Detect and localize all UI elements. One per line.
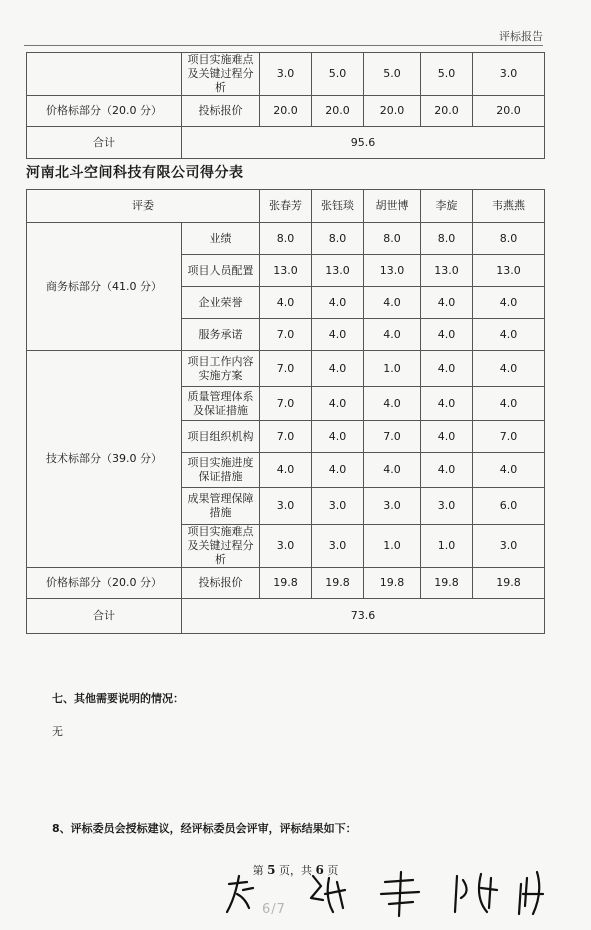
score-cell: 19.8 [312, 568, 364, 599]
item-cell: 服务承诺 [182, 319, 260, 351]
total-value: 95.6 [182, 127, 545, 159]
score-cell: 4.0 [421, 453, 473, 488]
table-row [27, 223, 545, 255]
score-cell: 20.0 [260, 96, 312, 127]
score-cell: 7.0 [260, 421, 312, 453]
judge-name: 张钰琰 [312, 190, 364, 223]
judge-name: 胡世博 [364, 190, 421, 223]
score-cell: 4.0 [260, 453, 312, 488]
score-cell: 3.0 [260, 53, 312, 96]
item-cell: 企业荣誉 [182, 287, 260, 319]
score-cell: 8.0 [260, 223, 312, 255]
score-cell: 20.0 [312, 96, 364, 127]
business-category-cell: 商务标部分（41.0 分） [27, 223, 182, 351]
item-cell: 成果管理保障措施 [182, 488, 260, 525]
score-cell: 1.0 [364, 525, 421, 568]
score-cell: 4.0 [312, 453, 364, 488]
total-label: 合计 [27, 127, 182, 159]
score-cell: 4.0 [421, 287, 473, 319]
score-cell: 7.0 [260, 319, 312, 351]
score-cell: 3.0 [260, 525, 312, 568]
score-cell: 4.0 [421, 387, 473, 421]
judge-name: 韦燕燕 [473, 190, 545, 223]
report-header-label: 评标报告 [499, 30, 543, 43]
item-cell: 项目工作内容实施方案 [182, 351, 260, 387]
section-8-heading: 8、评标委员会授标建议，经评标委员会评审，评标结果如下： [52, 822, 357, 835]
item-cell: 项目组织机构 [182, 421, 260, 453]
score-cell: 19.8 [421, 568, 473, 599]
score-cell: 4.0 [364, 387, 421, 421]
score-cell: 4.0 [260, 287, 312, 319]
judge-header-label: 评委 [27, 190, 260, 223]
score-cell: 4.0 [312, 387, 364, 421]
score-cell: 8.0 [473, 223, 545, 255]
score-cell: 19.8 [260, 568, 312, 599]
score-cell: 8.0 [364, 223, 421, 255]
score-cell: 4.0 [473, 319, 545, 351]
page-suffix: 页 [327, 864, 339, 877]
total-row [27, 127, 545, 159]
page-stamp: 6/7 [262, 902, 286, 917]
score-cell: 4.0 [364, 453, 421, 488]
score-cell: 13.0 [364, 255, 421, 287]
score-cell: 7.0 [364, 421, 421, 453]
table-row [27, 96, 545, 127]
signature-stroke [227, 876, 253, 912]
score-cell: 7.0 [260, 387, 312, 421]
section-7-body: 无 [52, 725, 63, 738]
score-cell: 8.0 [312, 223, 364, 255]
score-cell: 5.0 [312, 53, 364, 96]
score-cell: 13.0 [260, 255, 312, 287]
score-cell: 3.0 [260, 488, 312, 525]
score-cell: 3.0 [473, 53, 545, 96]
score-cell: 19.8 [364, 568, 421, 599]
signature-stroke [381, 872, 419, 916]
score-cell: 20.0 [421, 96, 473, 127]
page-total: 6 [315, 863, 324, 877]
score-cell: 3.0 [364, 488, 421, 525]
score-cell: 13.0 [473, 255, 545, 287]
score-cell: 4.0 [473, 351, 545, 387]
score-cell: 20.0 [473, 96, 545, 127]
signature-stroke [519, 872, 543, 914]
table-row [27, 53, 545, 96]
score-cell: 4.0 [312, 319, 364, 351]
page-prefix: 第 [252, 864, 264, 877]
page-current: 5 [267, 863, 276, 877]
signature-stroke [455, 874, 497, 912]
score-cell: 3.0 [312, 488, 364, 525]
score-cell: 8.0 [421, 223, 473, 255]
score-cell: 13.0 [312, 255, 364, 287]
score-cell: 3.0 [473, 525, 545, 568]
score-cell: 19.8 [473, 568, 545, 599]
score-cell: 4.0 [364, 319, 421, 351]
score-cell: 4.0 [421, 351, 473, 387]
score-cell: 4.0 [312, 421, 364, 453]
score-cell: 4.0 [473, 387, 545, 421]
score-cell: 4.0 [312, 287, 364, 319]
item-cell: 项目实施难点及关键过程分析 [182, 525, 260, 568]
total-row [27, 599, 545, 634]
category-cell: 价格标部分（20.0 分） [27, 96, 182, 127]
judge-name: 张春芳 [260, 190, 312, 223]
header-divider [24, 45, 543, 46]
score-cell: 4.0 [421, 319, 473, 351]
score-cell: 3.0 [312, 525, 364, 568]
previous-score-table [26, 52, 545, 159]
total-value: 73.6 [182, 599, 545, 634]
score-cell: 4.0 [473, 453, 545, 488]
score-cell: 1.0 [421, 525, 473, 568]
total-label: 合计 [27, 599, 182, 634]
technical-category-cell: 技术标部分（39.0 分） [27, 351, 182, 568]
judge-name: 李旋 [421, 190, 473, 223]
score-cell: 4.0 [421, 421, 473, 453]
item-cell: 项目实施难点及关键过程分析 [182, 53, 260, 96]
score-cell: 13.0 [421, 255, 473, 287]
price-category-cell: 价格标部分（20.0 分） [27, 568, 182, 599]
score-cell: 3.0 [421, 488, 473, 525]
page-mid: 页，共 [279, 864, 312, 877]
score-cell: 5.0 [364, 53, 421, 96]
score-cell: 20.0 [364, 96, 421, 127]
score-cell: 4.0 [473, 287, 545, 319]
item-cell: 项目实施进度保证措施 [182, 453, 260, 488]
table-row [27, 568, 545, 599]
score-cell: 4.0 [312, 351, 364, 387]
section-7-heading: 七、其他需要说明的情况： [52, 692, 184, 705]
score-cell: 5.0 [421, 53, 473, 96]
score-cell: 1.0 [364, 351, 421, 387]
item-cell: 质量管理体系及保证措施 [182, 387, 260, 421]
item-cell: 业绩 [182, 223, 260, 255]
signature-stroke [311, 876, 345, 912]
score-cell: 6.0 [473, 488, 545, 525]
item-cell: 项目人员配置 [182, 255, 260, 287]
score-cell: 4.0 [364, 287, 421, 319]
item-cell: 投标报价 [182, 96, 260, 127]
judges-header-row [27, 190, 545, 223]
company-score-table [26, 189, 545, 634]
company-score-title: 河南北斗空间科技有限公司得分表 [26, 165, 244, 181]
score-cell: 7.0 [473, 421, 545, 453]
table-row [27, 351, 545, 387]
score-cell: 7.0 [260, 351, 312, 387]
item-cell: 投标报价 [182, 568, 260, 599]
table-cell [27, 53, 182, 96]
